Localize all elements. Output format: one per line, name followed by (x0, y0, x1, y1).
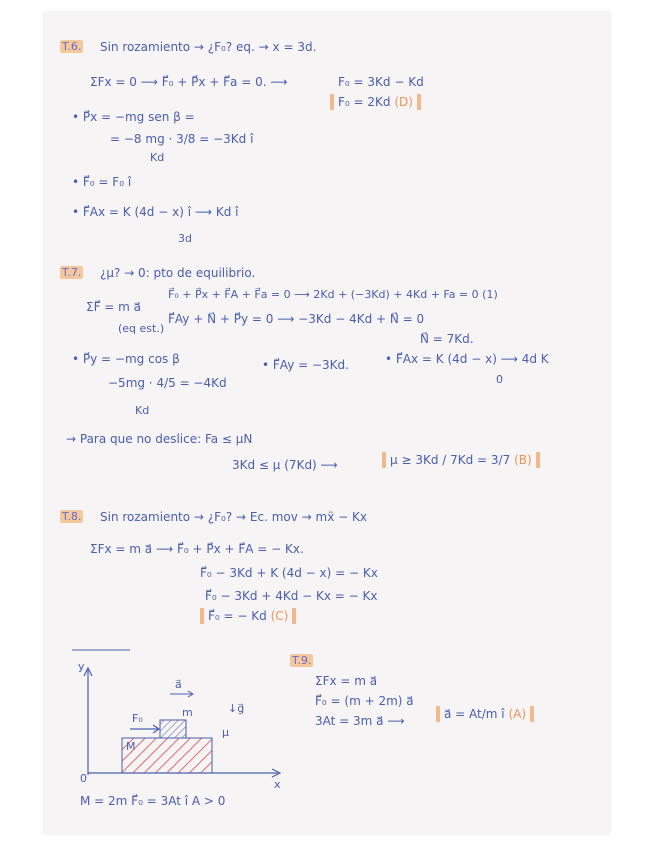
p9-line3: 3At = 3m a⃗ ⟶ (315, 714, 405, 728)
p6-result-1: F₀ = 3Kd − Kd (338, 75, 424, 89)
p6-fa-under: 3d (178, 232, 192, 245)
p6-f0: • F⃗₀ = F₀ î (72, 175, 132, 189)
p7-py-line1: • P⃗y = −mg cos β (72, 352, 180, 366)
problem-label-t7: T.7. (62, 266, 82, 279)
p8-line1: ΣFx = m a⃗ ⟶ F⃗₀ + P⃗x + F⃗A = − Kx. (90, 542, 304, 556)
p8-header: Sin rozamiento → ¿F₀? → Ec. mov → mẍ − Kx (100, 510, 367, 524)
p7-answer-tag: (B) (514, 453, 532, 467)
p9-footer: M = 2m F⃗₀ = 3At î A > 0 (80, 794, 226, 808)
p6-answer-tag: (D) (394, 95, 413, 109)
p8-answer-tag: (C) (270, 609, 289, 623)
p8-answer: F⃗₀ = − Kd (208, 609, 267, 623)
p7-slide-line2: 3Kd ≤ μ (7Kd) ⟶ (232, 458, 338, 472)
p7-sum-sub: (eq est.) (118, 322, 165, 335)
diagram-g-label: ↓g⃗ (228, 702, 245, 715)
p7-answer: μ ≥ 3Kd / 7Kd = 3/7 (390, 453, 511, 467)
diagram-x-label: x (274, 778, 281, 791)
p7-py-under: Kd (135, 404, 150, 417)
p7-eq-line1: F⃗₀ + P⃗x + F⃗A + F⃗a = 0 ⟶ 2Kd + (−3Kd) + 4Kd + Fa = 0 (1) (168, 288, 498, 301)
diagram-M-label: M (126, 740, 136, 753)
diagram-y-label: y (78, 660, 85, 673)
p8-line3: F⃗₀ − 3Kd + 4Kd − Kx = − Kx (205, 589, 378, 603)
diagram-f0-label: F₀ (132, 712, 143, 725)
p8-line2: F⃗₀ − 3Kd + K (4d − x) = − Kx (200, 566, 378, 580)
diagram-a-label: a⃗ (175, 678, 182, 691)
small-block-m (160, 720, 186, 738)
p7-fay: • F⃗Ay = −3Kd. (262, 358, 349, 372)
large-block-M (122, 738, 212, 773)
p7-eq-line2: F⃗Ay + N⃗ + P⃗y = 0 ⟶ −3Kd − 4Kd + N⃗ = 0 (168, 312, 425, 326)
problem-label-t8: T.8. (62, 510, 82, 523)
p7-fax-under: 0 (496, 373, 503, 386)
p6-header: Sin rozamiento → ¿F₀? eq. → x = 3d. (100, 40, 317, 54)
p6-sum: ΣFx = 0 ⟶ F⃗₀ + P⃗x + F⃗a = 0. ⟶ (90, 75, 288, 89)
p7-slide-line1: → Para que no deslice: Fa ≤ μN (66, 432, 253, 446)
diagram-origin: 0 (80, 772, 87, 785)
p7-fax: • F⃗Ax = K (4d − x) ⟶ 4d K (385, 352, 549, 366)
p6-fa: • F⃗Ax = K (4d − x) î ⟶ Kd î (72, 205, 239, 219)
p9-answer: a⃗ = At/m î (444, 707, 505, 721)
p9-line1: ΣFx = m a⃗ (315, 674, 378, 688)
problem-label-t6: T.6. (62, 40, 82, 53)
diagram-mu-label: μ (222, 726, 229, 739)
p7-sum: ΣF⃗ = m a⃗ (86, 300, 142, 314)
p7-py-line2: −5mg · 4/5 = −4Kd (108, 376, 227, 390)
p6-px-line1: • P⃗x = −mg sen β = (72, 110, 195, 124)
p6-answer: F₀ = 2Kd (338, 95, 391, 109)
p6-px-under: Kd (150, 151, 165, 164)
p6-px-line2: = −8 mg · 3/8 = −3Kd î (110, 132, 254, 146)
p7-header: ¿μ? → 0: pto de equilibrio. (100, 266, 256, 280)
diagram-m-label: m (182, 706, 193, 719)
p9-line2: F⃗₀ = (m + 2m) a⃗ (315, 694, 414, 708)
problem-label-t9: T.9. (292, 654, 312, 667)
p9-answer-tag: (A) (508, 707, 527, 721)
p7-eq-line3: N⃗ = 7Kd. (420, 332, 474, 346)
